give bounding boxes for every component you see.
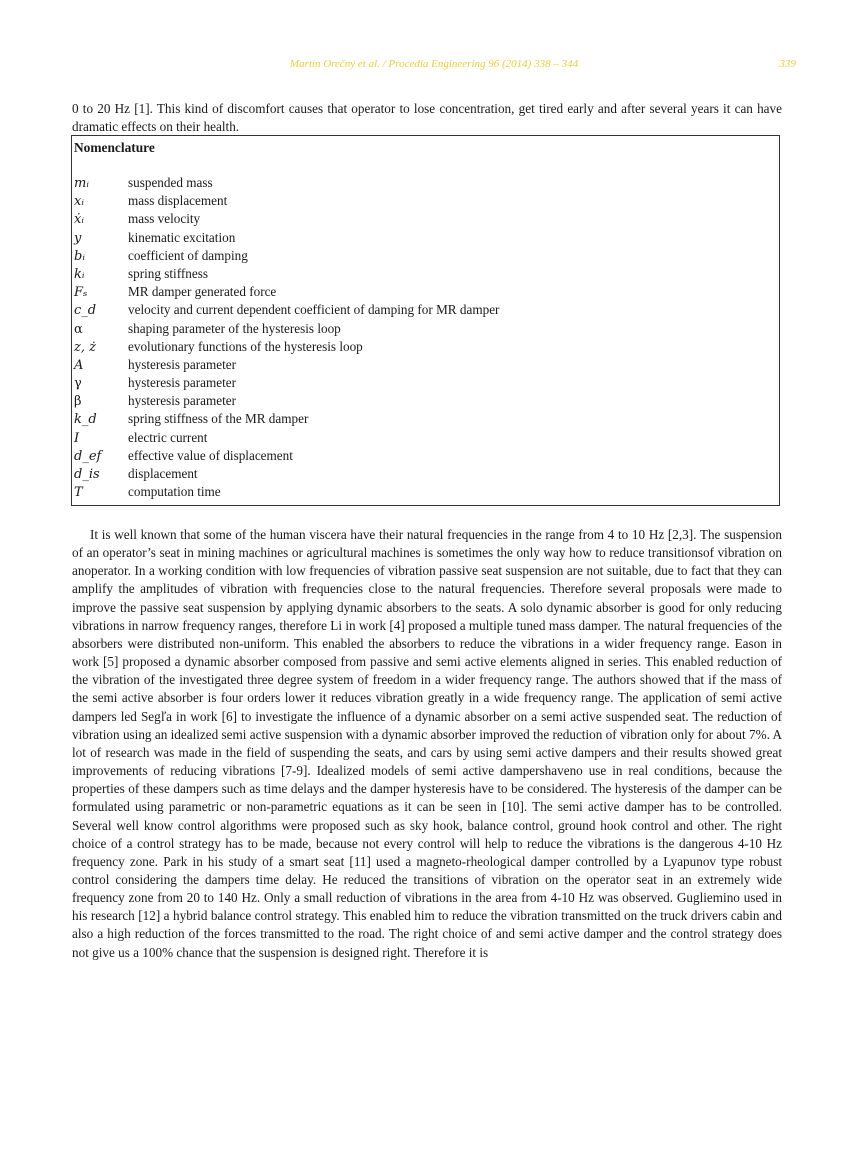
nomenclature-row (74, 374, 779, 392)
nomenclature-symbol: β (74, 394, 82, 410)
body-paragraph: It is well known that some of the human viscera have their natural frequencies in the range from 4 to 10 Hz [2,3]. The suspension of an operator’s seat in mining machines or agricultural machines is sometimes the only way how to reduce transitionsof vibration on anoperator. In a working condition with low frequencies of vibration passive seat suspension are not suitable, due to fact that they can amplify the amplitudes of vibration with frequencies close to the natural frequencies. Therefore several proposals were made to improve the passive seat suspension by applying dynamic absorbers to the seats. A solo dynamic absorber is good for only reducing vibrations in narrow frequency ranges, therefore Li in work [4] proposed a multiple tuned mass damper. The natural frequencies of the absorbers were distributed non-uniform. This enabled the absorbers to reduce the vibrations in a wider frequency range. Eason in work [5] proposed a dynamic absorber composed from passive and semi active elements aligned in series. This enabled reduction of the vibration of the investigated three degree system of freedom in a wider frequency range. The authors showed that if the mass of the semi active absorber is four orders lower it reduces vibration greatly in a wide frequency range. The application of semi active dampers led Segľa in work [6] to investigate the influence of a dynamic absorber on a semi active suspended seat. The reduction of vibration using an idealized semi active suspension with a dynamic absorber improved the reduction of vibration only for about 7%. A lot of research was made in the field of suspending the seats, and cars by using semi active dampers and their results showed great improvements of reducing vibrations [7-9]. Idealized models of semi active dampershaveno use in real conditions, because the properties of these dampers such as time delays and the damper hysteresis have to be considered. The hysteresis of the damper can be formulated using parametric or non-parametric equations as it can be seen in [10]. The semi active damper has to be controlled. Several well know control algorithms were proposed such as sky hook, balance control, ground hook control and other. The right choice of a control strategy has to be made, because not every control will help to reduce the vibrations is the dangerous 4-10 Hz frequency zone. Park in his study of a smart seat [11] used a magneto-rheological damper controlled by a Lyapunov type robust control considering the dampers time delay. He reduced the transitions of vibration on the operator seat in an extremely wide frequency zone from 20 to 140 Hz. Only a small reduction of vibrations in the area from 4-10 Hz was observed. Gugliemino used in his research [12] a hybrid balance control strategy. This enabled him to reduce the vibration transmitted on the truck drivers cabin and also a high reduction of the forces transmitted to the road. The right choice of and semi active damper and the control strategy does not give us a 100% chance that the suspension is designed right. Therefore it is (72, 527, 782, 960)
nomenclature-description: displacement (128, 466, 198, 481)
nomenclature-box (71, 135, 780, 506)
nomenclature-symbol: A (74, 357, 84, 373)
nomenclature-row (74, 229, 779, 247)
nomenclature-description: hysteresis parameter (128, 356, 237, 372)
nomenclature-row (74, 356, 779, 374)
nomenclature-description: electric current (128, 429, 208, 445)
nomenclature-row (74, 247, 779, 265)
nomenclature-row (74, 392, 779, 410)
nomenclature-symbol: γ (74, 376, 82, 392)
nomenclature-row (74, 283, 779, 301)
nomenclature-list (74, 174, 779, 501)
nomenclature-row (74, 265, 779, 283)
nomenclature-symbol: mᵢ (74, 176, 89, 191)
journal-citation: Martin Orečný et al. / Procedia Engineering 96 (2014) 338 – 344 (289, 58, 579, 70)
nomenclature-symbol: d_is (74, 467, 100, 482)
nomenclature-row (74, 410, 779, 428)
nomenclature-title: Nomenclature (74, 140, 155, 155)
nomenclature-symbol: d_ef (74, 448, 102, 464)
nomenclature-symbol: xᵢ (74, 194, 84, 210)
nomenclature-row (74, 210, 779, 228)
nomenclature-row (74, 192, 779, 210)
nomenclature-row (74, 447, 779, 465)
nomenclature-description: suspended mass (128, 175, 213, 190)
nomenclature-description: effective value of displacement (128, 447, 293, 463)
nomenclature-symbol: I (74, 430, 80, 446)
nomenclature-symbol: Fₛ (74, 285, 88, 301)
nomenclature-symbol: y (74, 230, 82, 246)
nomenclature-description: evolutionary functions of the hysteresis loop (128, 338, 363, 354)
nomenclature-row (74, 483, 779, 501)
nomenclature-symbol: c_d (74, 303, 97, 319)
nomenclature-symbol: k_d (74, 412, 97, 428)
nomenclature-description: hysteresis parameter (128, 393, 237, 409)
nomenclature-description: spring stiffness of the MR damper (128, 411, 309, 427)
nomenclature-row (74, 174, 779, 192)
nomenclature-row (74, 338, 779, 356)
nomenclature-symbol: ẋᵢ (74, 212, 84, 228)
running-header (72, 58, 796, 74)
nomenclature-description: velocity and current dependent coefficient of damping for MR damper (128, 302, 500, 318)
nomenclature-description: computation time (128, 484, 221, 500)
nomenclature-symbol: bᵢ (74, 248, 85, 264)
nomenclature-description: MR damper generated force (128, 284, 277, 300)
nomenclature-symbol: T (74, 485, 83, 501)
nomenclature-symbol: α (74, 321, 83, 337)
nomenclature-description: shaping parameter of the hysteresis loop (128, 320, 341, 336)
nomenclature-description: mass displacement (128, 193, 228, 209)
nomenclature-symbol: kᵢ (74, 266, 85, 282)
intro-paragraph: 0 to 20 Hz [1]. This kind of discomfort causes that operator to lose concentration, get tired early and after several years it can have dramatic effects on their health. (72, 101, 782, 134)
nomenclature-symbol: z, ż (74, 339, 96, 355)
nomenclature-row (74, 320, 779, 338)
page-number: 339 (779, 58, 796, 70)
nomenclature-row (74, 301, 779, 319)
nomenclature-row (74, 429, 779, 447)
nomenclature-description: mass velocity (128, 211, 201, 227)
nomenclature-row (74, 465, 779, 483)
nomenclature-description: coefficient of damping (128, 247, 248, 263)
nomenclature-description: spring stiffness (128, 265, 208, 281)
nomenclature-description: kinematic excitation (128, 229, 236, 245)
nomenclature-description: hysteresis parameter (128, 375, 237, 391)
